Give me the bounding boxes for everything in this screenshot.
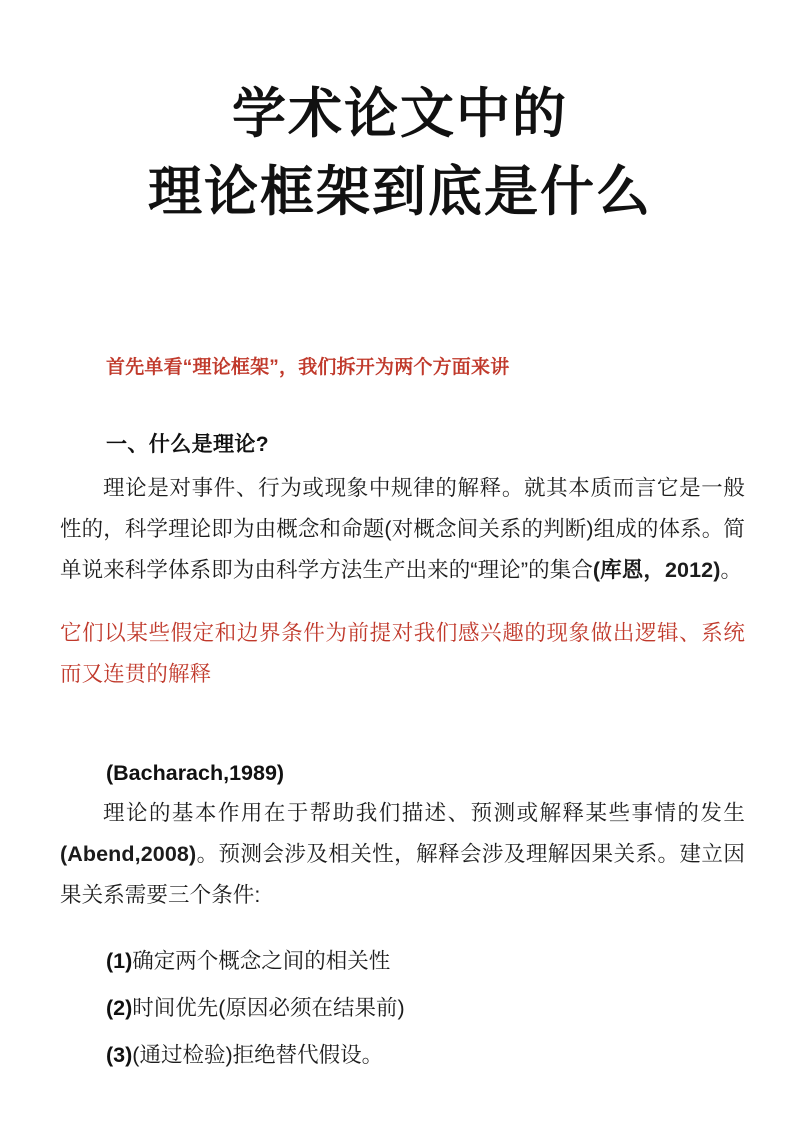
- paragraph-2-text: 理论的基本作用在于帮助我们描述、预测或解释某些事情的发生: [103, 800, 745, 825]
- list-item: [106, 985, 745, 1032]
- paragraph-1-text: 理论是对事件、行为或现象中规律的解释。就其本质而言它是一般性的，科学理论即为由概念和命题(对概念间关系的判断)组成的体系。简单说来科学体系即为由科学方法生产出来的“理论”的集合: [60, 476, 745, 582]
- condition-text-2: 时间优先(原因必须在结果前): [132, 995, 405, 1020]
- lead-note: 首先单看“理论框架”，我们拆开为两个方面来讲: [106, 357, 510, 378]
- list-item: [106, 938, 745, 985]
- page-title: [0, 0, 800, 230]
- condition-marker-1: (1): [106, 948, 133, 973]
- paragraph-theory-definition: [60, 468, 745, 591]
- section-heading: 一、什么是理论?: [106, 433, 270, 456]
- citation-kuhn: (库恩，2012): [592, 558, 721, 582]
- condition-text-3: (通过检验)拒绝替代假设。: [132, 1042, 384, 1067]
- paragraph-1-tail: 。: [720, 558, 743, 582]
- citation-abend: (Abend,2008): [60, 841, 197, 866]
- title-line-2: 理论框架到底是什么: [148, 159, 652, 223]
- list-item: [106, 1032, 745, 1079]
- citation-bacharach: (Bacharach,1989): [106, 760, 285, 785]
- condition-marker-2: (2): [106, 995, 133, 1020]
- condition-text-1: 确定两个概念之间的相关性: [132, 948, 391, 973]
- condition-marker-3: (3): [106, 1042, 133, 1067]
- paragraph-highlight-red: 它们以某些假定和边界条件为前提对我们感兴趣的现象做出逻辑、系统而又连贯的解释: [60, 620, 745, 686]
- document-body: [0, 353, 800, 1079]
- title-line-1: 学术论文中的: [232, 81, 568, 145]
- conditions-list: [60, 938, 745, 1079]
- paragraph-theory-function: [60, 793, 745, 916]
- paragraph-2-tail: 。预测会涉及相关性，解释会涉及理解因果关系。建立因果关系需要三个条件:: [60, 841, 745, 907]
